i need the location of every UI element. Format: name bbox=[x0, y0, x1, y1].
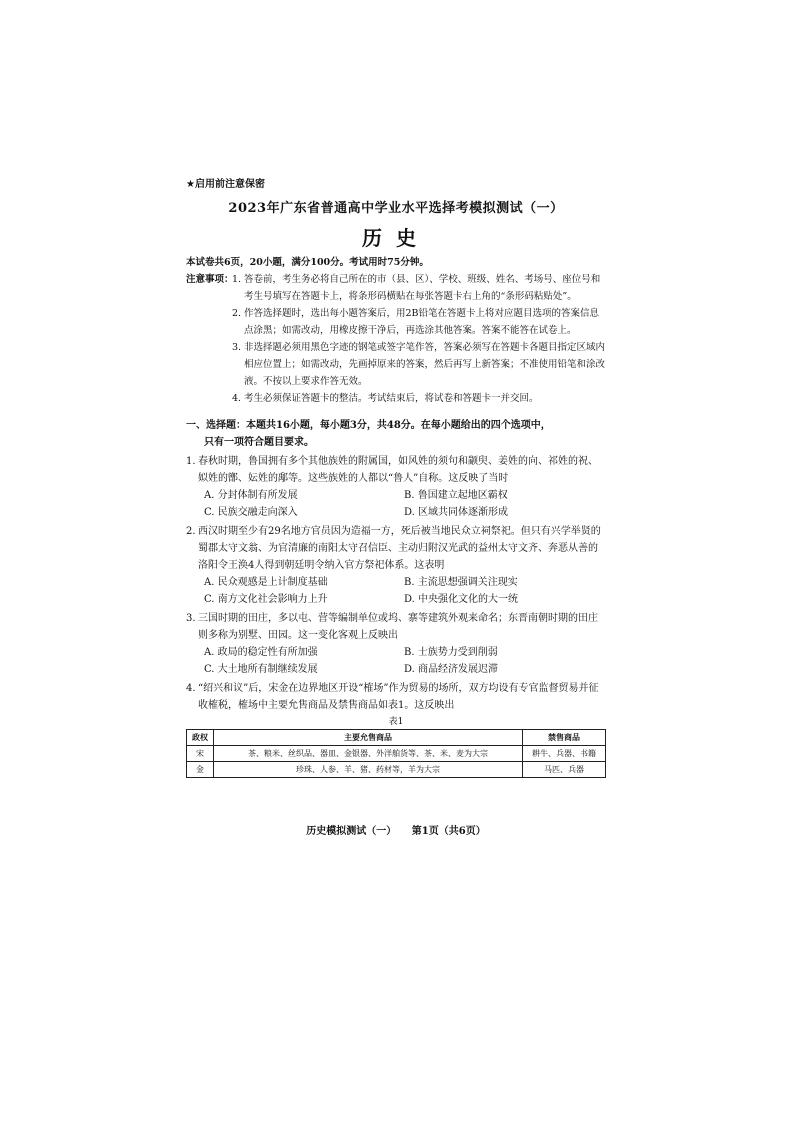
question-1 bbox=[186, 453, 606, 521]
footer-page-number: 第1页（共6页） bbox=[411, 826, 486, 837]
table-cell: 金 bbox=[187, 762, 214, 778]
note-text: 答卷前，考生务必将自己所在的市（县、区）、学校、班级、姓名、考场号、座位号和考生号填写在答题卡上，将条形码横贴在每张答题卡右上角的“条形码粘贴处”。 bbox=[244, 274, 601, 302]
note-item bbox=[232, 305, 606, 339]
note-number: 3. bbox=[232, 342, 242, 353]
option-b: B. 鲁国建立起地区霸权 bbox=[404, 490, 508, 501]
question-2 bbox=[186, 523, 606, 608]
section-title: 一、选择题：本题共16小题，每小题3分，共48分。在每小题给出的四个选项中， bbox=[186, 420, 551, 431]
exam-title: 2023年广东省普通高中学业水平选择考模拟测试（一） bbox=[228, 201, 564, 216]
table-header-cell: 政权 bbox=[187, 730, 214, 746]
page-footer bbox=[186, 822, 606, 837]
option-d: D. 商品经济发展迟滞 bbox=[404, 664, 499, 675]
exam-info: 本试卷共6页，20小题，满分100分。考试用时75分钟。 bbox=[186, 257, 429, 268]
note-item bbox=[232, 390, 606, 407]
question-stem: “绍兴和议”后，宋金在边界地区开设“榷场”作为贸易的场所，双方均设有专官监督贸易并征收榷税，榷场中主要允售商品及禁售商品如表1。这反映出 bbox=[198, 683, 599, 711]
question-number: 2. bbox=[186, 526, 196, 537]
table-header-cell: 主要允售商品 bbox=[214, 730, 523, 746]
exam-page bbox=[186, 176, 606, 778]
notes-list bbox=[232, 271, 606, 407]
table-row bbox=[187, 762, 606, 778]
question-stem: 西汉时期至少有29名地方官员因为造福一方，死后被当地民众立祠祭祀。但只有兴学举贤的蜀郡太守文翁、为官清廉的南阳太守召信臣、主动归附汉光武的益州太守文齐、奔恶从善的洛阳令王涣4人得到朝廷明令纳入官方祭祀体系。这表明 bbox=[198, 526, 601, 571]
option-d: D. 区域共同体逐渐形成 bbox=[404, 507, 509, 518]
question-options bbox=[186, 574, 606, 608]
note-number: 4. bbox=[232, 393, 242, 404]
question-3 bbox=[186, 610, 606, 678]
table-row bbox=[187, 746, 606, 762]
question-stem: 春秋时期，鲁国拥有多个其他族姓的附属国，如风姓的须句和颛臾、姜姓的向、祁姓的祝、姒姓的鄫、妘姓的鄅等。这些族姓的人都以“鲁人”自称。这反映了当时 bbox=[198, 456, 598, 484]
section-title-cont: 只有一项符合题目要求。 bbox=[204, 437, 314, 448]
option-c: C. 民族交融走向深入 bbox=[204, 507, 298, 518]
question-options bbox=[186, 487, 606, 521]
notes-block bbox=[186, 271, 606, 407]
option-d: D. 中央强化文化的大一统 bbox=[404, 594, 519, 605]
subject-title: 历史 bbox=[362, 226, 430, 250]
option-a: A. 民众观感是上计制度基础 bbox=[204, 577, 328, 588]
notes-heading: 注意事项： bbox=[186, 274, 234, 285]
note-number: 2. bbox=[232, 308, 242, 319]
section-heading bbox=[186, 417, 606, 451]
table-cell: 马匹、兵器 bbox=[523, 762, 606, 778]
question-number: 1. bbox=[186, 456, 196, 467]
option-c: C. 南方文化社会影响力上升 bbox=[204, 594, 328, 605]
table-cell: 珍珠、人参、羊、猪、药材等，羊为大宗 bbox=[214, 762, 523, 778]
option-a: A. 政局的稳定性有所加强 bbox=[204, 647, 318, 658]
note-text: 作答选择题时，选出每小题答案后，用2B铅笔在答题卡上将对应题目选项的答案信息点涂黑；如需改动，用橡皮擦干净后，再选涂其他答案。答案不能答在试卷上。 bbox=[244, 308, 600, 336]
option-c: C. 大土地所有制继续发展 bbox=[204, 664, 318, 675]
trade-goods-table bbox=[186, 729, 606, 778]
question-options bbox=[186, 644, 606, 678]
question-number: 3. bbox=[186, 613, 196, 624]
table-cell: 宋 bbox=[187, 746, 214, 762]
note-text: 考生必须保证答题卡的整洁。考试结束后，将试卷和答题卡一并交回。 bbox=[244, 393, 539, 404]
table-caption: 表1 bbox=[388, 717, 404, 727]
table-header-cell: 禁售商品 bbox=[523, 730, 606, 746]
question-stem: 三国时期的田庄，多以屯、营等编制单位或坞、寨等建筑外观来命名；东晋南朝时期的田庄则多称为别墅、田园。这一变化客观上反映出 bbox=[198, 613, 598, 641]
question-4 bbox=[186, 680, 606, 714]
option-b: B. 主流思想强调关注现实 bbox=[404, 577, 518, 588]
footer-title: 历史模拟测试（一） bbox=[306, 826, 397, 837]
table-cell: 茶、粮米、丝织品、器皿、金银器、外洋舶货等、茶、米、麦为大宗 bbox=[214, 746, 523, 762]
confidential-mark: ★启用前注意保密 bbox=[186, 179, 265, 190]
note-text: 非选择题必须用黑色字迹的钢笔或签字笔作答，答案必须写在答题卡各题目指定区域内相应位置上；如需改动，先画掉原来的答案，然后再写上新答案；不准使用铅笔和涂改液。不按以上要求作答无效。 bbox=[244, 342, 606, 387]
note-item bbox=[232, 271, 606, 305]
table-header-row bbox=[187, 730, 606, 746]
note-number: 1. bbox=[232, 274, 242, 285]
note-item bbox=[232, 339, 606, 390]
table-cell: 耕牛、兵器、书籍 bbox=[523, 746, 606, 762]
option-a: A. 分封体制有所发展 bbox=[204, 490, 298, 501]
question-number: 4. bbox=[186, 683, 196, 694]
option-b: B. 士族势力受到削弱 bbox=[404, 647, 498, 658]
